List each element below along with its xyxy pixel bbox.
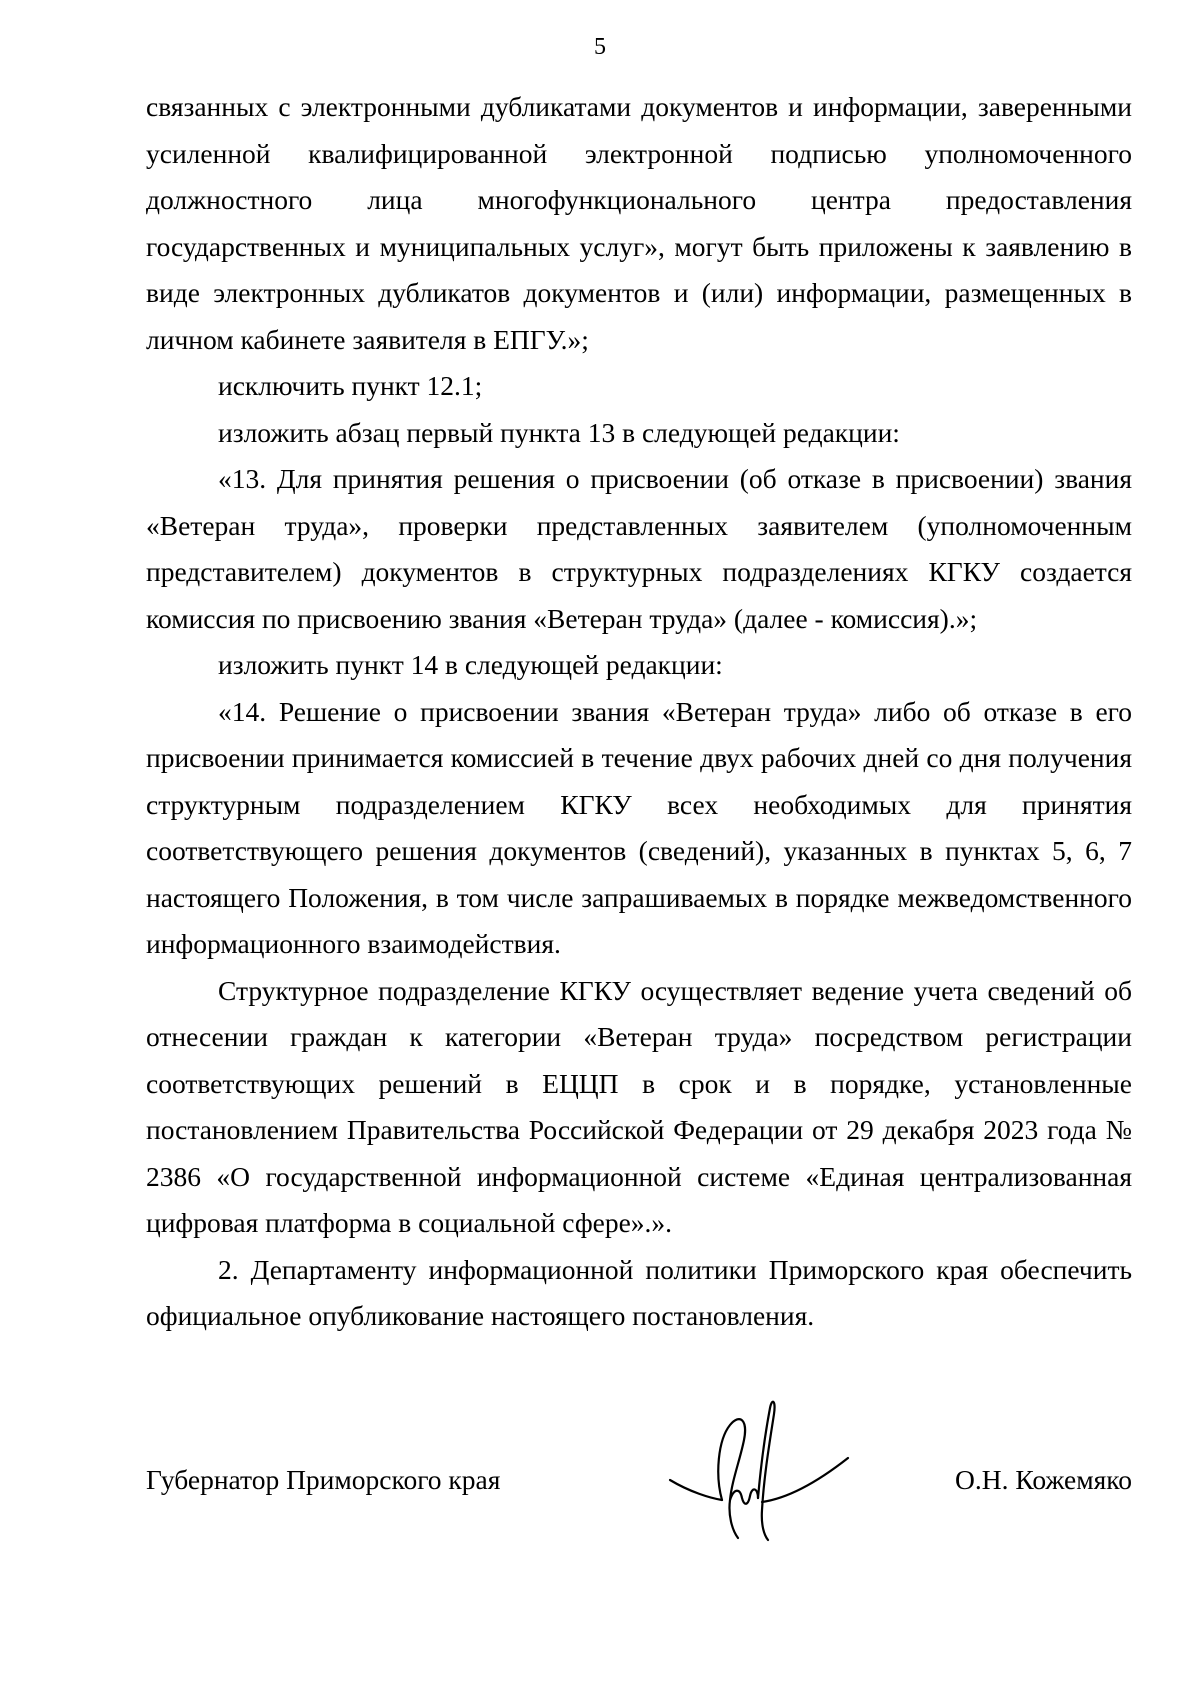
- paragraph-5: изложить пункт 14 в следующей редакции:: [218, 649, 723, 680]
- paragraph-8: 2. Департаменту информационной политики Приморского края обеспечить официальное опубликование настоящего постановления.: [146, 1253, 1132, 1331]
- document-body: [146, 84, 1132, 1340]
- paragraph-2: исключить пункт 12.1;: [218, 370, 483, 401]
- paragraph-4: «13. Для принятия решения о присвоении (об отказе в присвоении) звания «Ветеран труда», проверки представленных заявителем (уполномоченным представителем) документов в структурных подразделениях КГКУ создается комиссия по присвоению звания «Ветеран труда» (далее - комиссия).»;: [146, 463, 1132, 634]
- paragraph-3: изложить абзац первый пункта 13 в следующей редакции:: [218, 416, 900, 448]
- paragraph-6: «14. Решение о присвоении звания «Ветеран труда» либо об отказе в его присвоении принимается комиссией в течение двух рабочих дней со дня получения структурным подразделением КГКУ всех необходимых для принятия соответствующего решения документов (сведений), указанных в пунктах 5, 6, 7 настоящего Положения, в том числе запрашиваемых в порядке межведомственного информационного взаимодействия.: [146, 695, 1132, 959]
- signer-title: Губернатор Приморского края: [146, 1464, 501, 1495]
- paragraph-7: Структурное подразделение КГКУ осуществляет ведение учета сведений об отнесении граждан к категории «Ветеран труда» посредством регистрации соответствующих решений в ЕЦЦП в срок и в порядке, установленные постановлением Правительства Российской Федерации от 29 декабря 2023 года № 2386 «О государственной информационной системе «Единая централизованная цифровая платформа в социальной сфере».».: [146, 974, 1132, 1238]
- paragraph-1: связанных с электронными дубликатами документов и информации, заверенными усиленной квалифицированной электронной подписью уполномоченного должностного лица многофункционального центра предоставления государственных и муниципальных услуг», могут быть приложены к заявлению в виде электронных дубликатов документов и (или) информации, размещенных в личном кабинете заявителя в ЕПГУ.»;: [146, 91, 1132, 355]
- handwritten-signature-icon: [660, 1380, 860, 1550]
- signer-name: О.Н. Кожемяко: [955, 1464, 1132, 1495]
- signature-block: [146, 1460, 1132, 1500]
- page-number: 5: [594, 34, 606, 60]
